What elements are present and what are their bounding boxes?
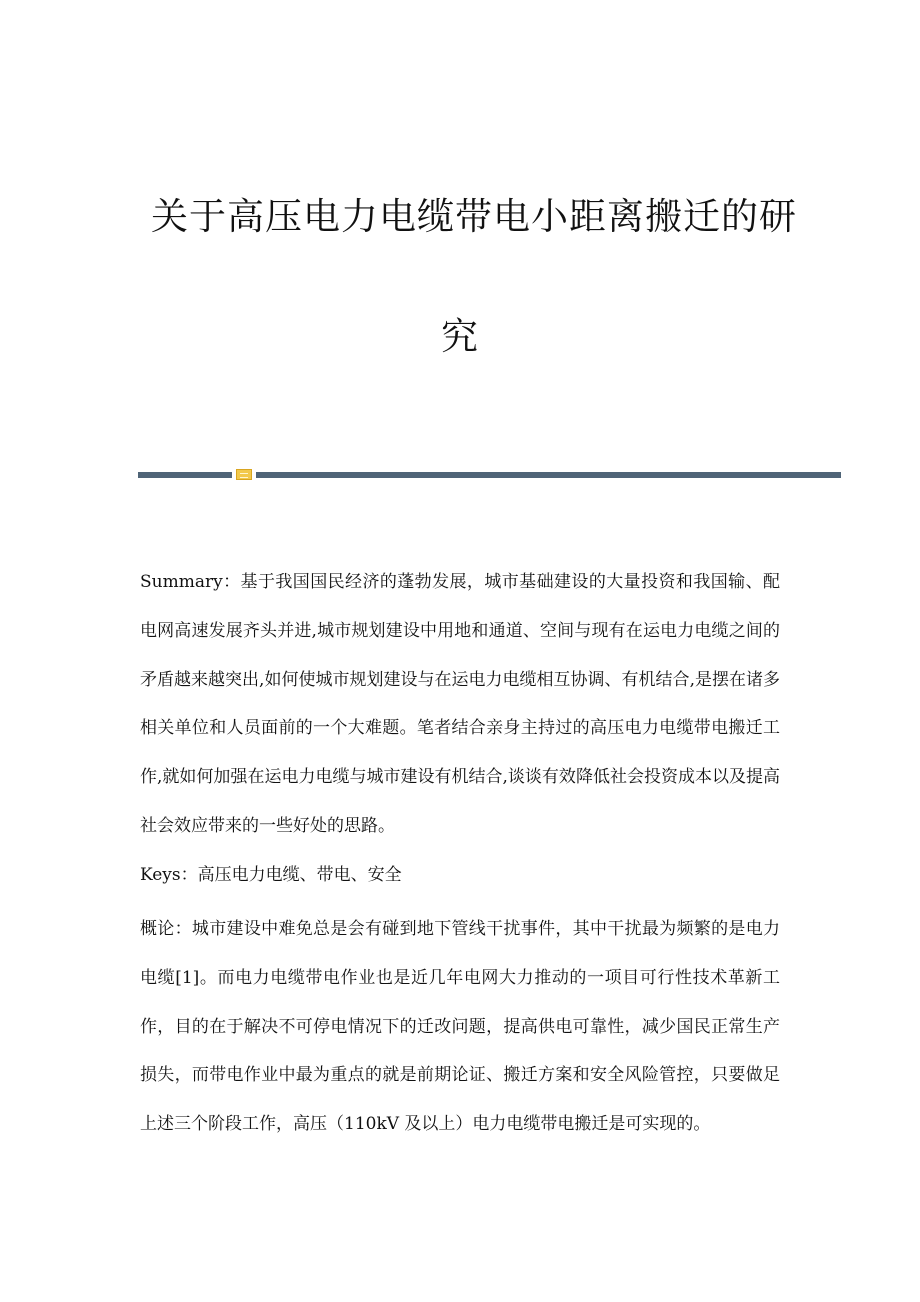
divider-bar-left bbox=[138, 472, 232, 478]
document-title-line-1: 关于高压电力电缆带电小距离搬迁的研 bbox=[151, 195, 797, 238]
keywords-paragraph: Keys：高压电力电缆、带电、安全 bbox=[140, 865, 402, 885]
summary-paragraph: Summary：基于我国国民经济的蓬勃发展，城市基础建设的大量投资和我国输、配电网高速发展齐头并进,城市规划建设中用地和通道、空间与现有在运电力电缆之间的矛盾越来越突出,如何使城市规划建设与在运电力电缆相互协调、有机结合,是摆在诸多相关单位和人员面前的一个大难题。笔者结合亲身主持过的高压电力电缆带电搬迁工作,就如何加强在运电力电缆与城市建设有机结合,谈谈有效降低社会投资成本以及提高社会效应带来的一些好处的思路。 bbox=[140, 572, 780, 836]
divider-ornament-icon bbox=[236, 469, 252, 480]
introduction-paragraph: 概论：城市建设中难免总是会有碰到地下管线干扰事件，其中干扰最为频繁的是电力电缆[1]。而电力电缆带电作业也是近几年电网大力推动的一项目可行性技术革新工作，目的在于解决不可停电情况下的迁改问题，提高供电可靠性，减少国民正常生产损失，而带电作业中最为重点的就是前期论证、搬迁方案和安全风险管控，只要做足上述三个阶段工作，高压（110kV 及以上）电力电缆带电搬迁是可实现的。 bbox=[140, 919, 780, 1135]
document-title-line-2: 究 bbox=[441, 315, 479, 358]
divider-bar-right bbox=[256, 472, 841, 478]
title-divider bbox=[138, 468, 841, 482]
